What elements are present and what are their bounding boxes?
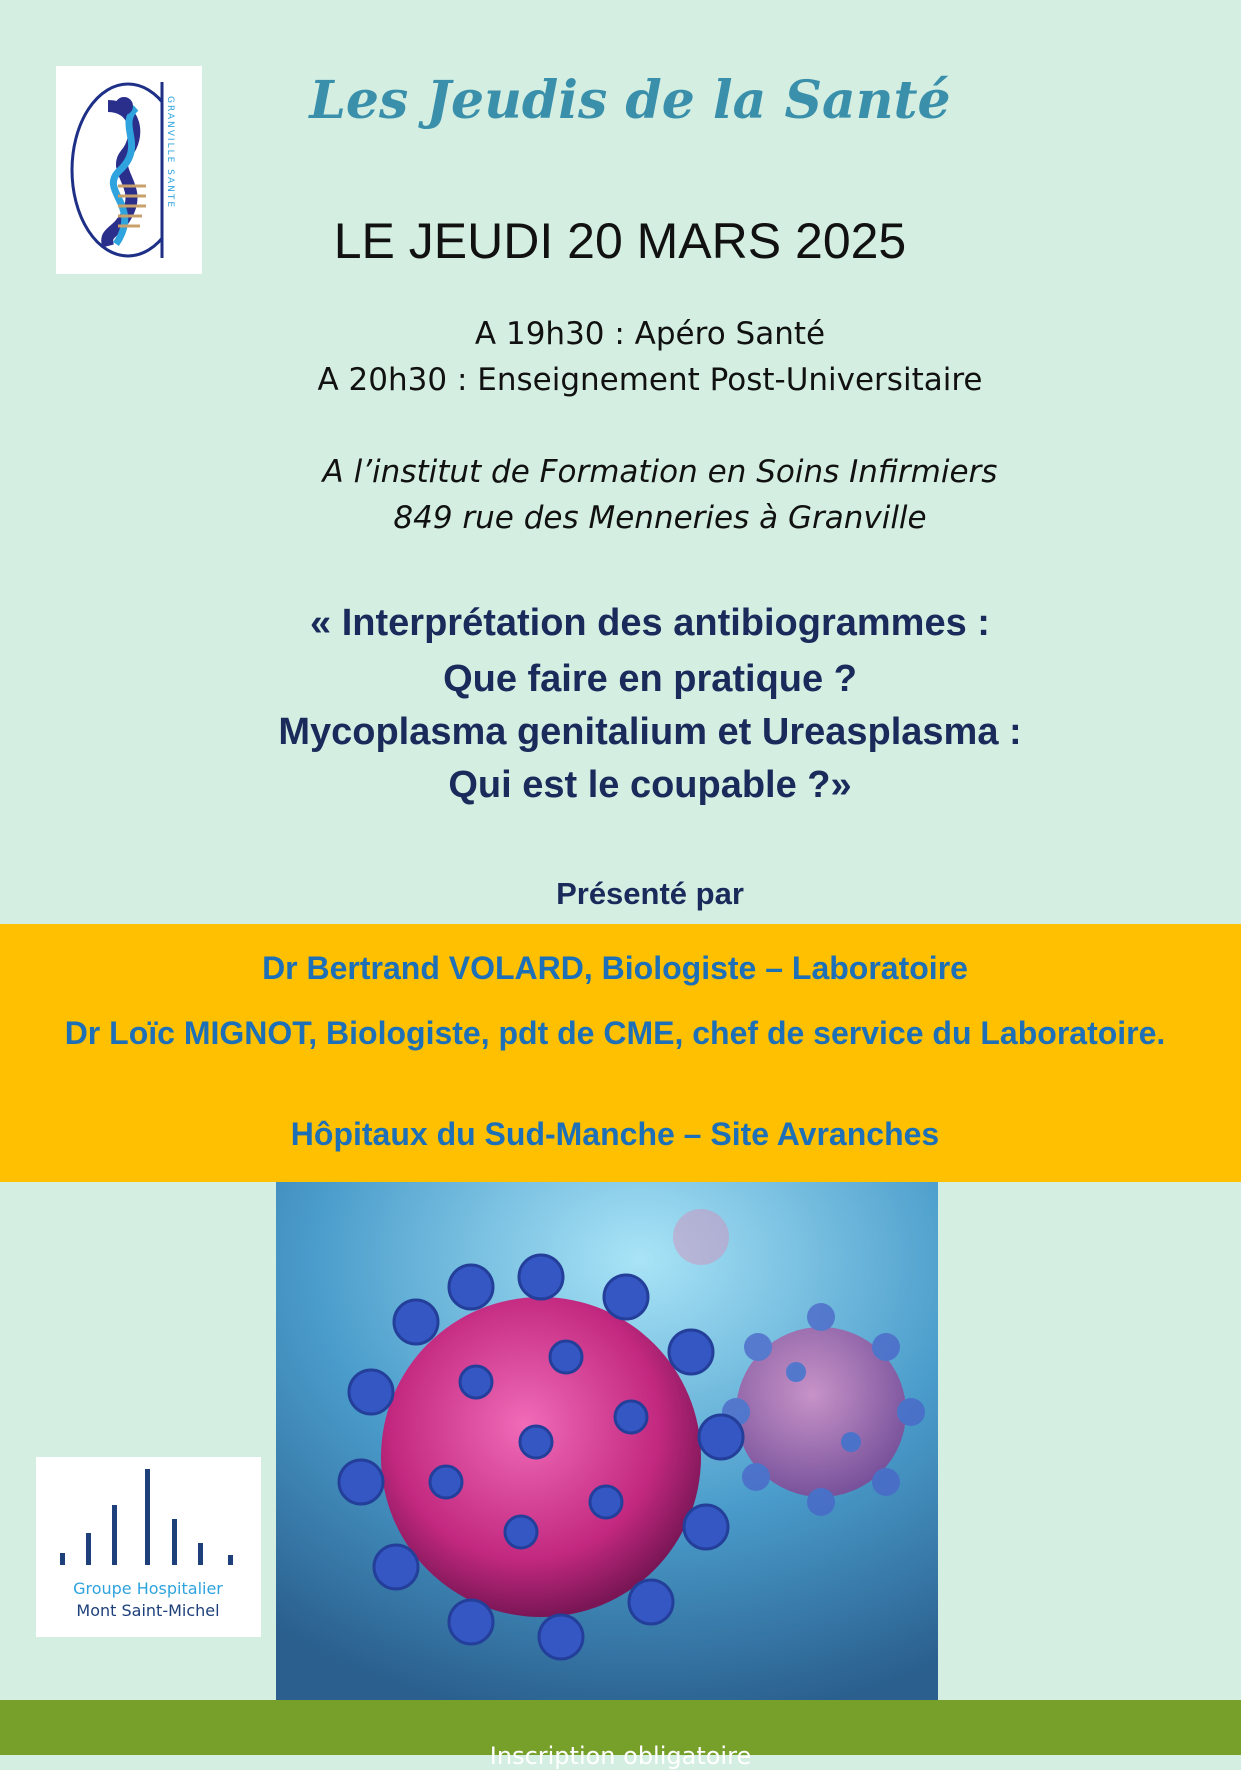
virus-illustration bbox=[276, 1182, 938, 1700]
talk-title-line: Qui est le coupable ?» bbox=[448, 764, 852, 806]
footer-text: Inscription obligatoire bbox=[489, 1742, 752, 1770]
speakers-band bbox=[0, 924, 1241, 1182]
speaker-line: Dr Loïc MIGNOT, Biologiste, pdt de CME, chef de service du Laboratoire. bbox=[64, 1015, 1166, 1051]
talk-title-line: « Interprétation des antibiogrammes : bbox=[310, 602, 990, 644]
schedule-item: A 19h30 : Apéro Santé bbox=[474, 316, 826, 352]
presented-by-label: Présenté par bbox=[556, 876, 744, 911]
event-date: LE JEUDI 20 MARS 2025 bbox=[333, 213, 907, 269]
groupe-hospitalier-logo-line-1: Groupe Hospitalier bbox=[73, 1579, 223, 1598]
speaker-organization: Hôpitaux du Sud-Manche – Site Avranches bbox=[290, 1116, 940, 1152]
granville-sante-logo bbox=[56, 66, 202, 274]
talk-title-line: Que faire en pratique ? bbox=[443, 658, 857, 700]
groupe-hospitalier-logo-line-2: Mont Saint-Michel bbox=[76, 1601, 220, 1620]
granville-sante-logo-text: GRANVILLE SANTE bbox=[165, 96, 175, 210]
speaker-line: Dr Bertrand VOLARD, Biologiste – Laboratoire bbox=[262, 950, 968, 986]
series-title: Les Jeudis de la Santé bbox=[309, 70, 951, 131]
venue-address: 849 rue des Menneries à Granville bbox=[393, 500, 927, 536]
groupe-hospitalier-logo bbox=[36, 1457, 261, 1637]
talk-title-line: Mycoplasma genitalium et Ureasplasma : bbox=[278, 711, 1022, 753]
footer-bar bbox=[0, 1700, 1241, 1770]
venue-name: A l’institut de Formation en Soins Infirmiers bbox=[322, 454, 998, 490]
schedule-item: A 20h30 : Enseignement Post-Universitaire bbox=[317, 362, 983, 398]
